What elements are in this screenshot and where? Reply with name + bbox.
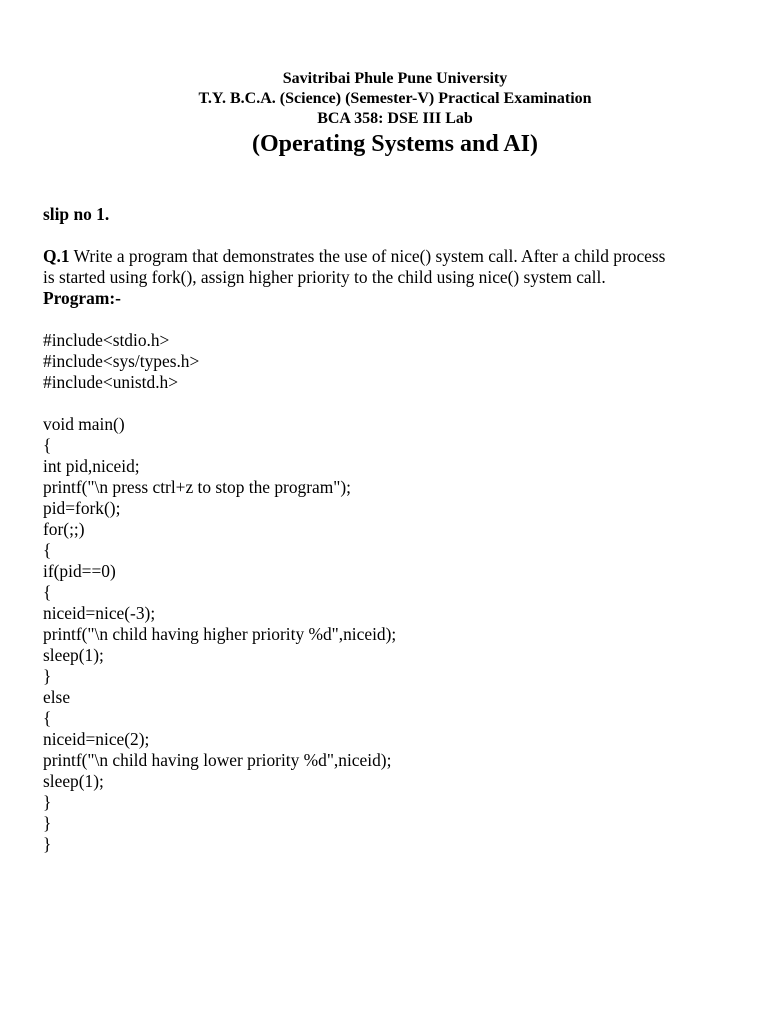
course-title: BCA 358: DSE III Lab — [317, 110, 473, 127]
question-line-1 — [43, 246, 743, 267]
code-line: pid=fork(); — [43, 498, 121, 518]
code-line: #include<unistd.h> — [43, 372, 179, 392]
code-line: printf("\n press ctrl+z to stop the program"); — [43, 477, 351, 497]
code-line: } — [43, 813, 52, 833]
code-line: niceid=nice(-3); — [43, 603, 156, 623]
subject-title: (Operating Systems and AI) — [251, 131, 539, 157]
program-label: Program:- — [43, 288, 121, 308]
code-line: } — [43, 666, 52, 686]
code-line: int pid,niceid; — [43, 456, 140, 476]
document-body — [43, 204, 743, 855]
exam-title: T.Y. B.C.A. (Science) (Semester-V) Practical Examination — [198, 90, 592, 107]
code-line: niceid=nice(2); — [43, 729, 150, 749]
code-line: if(pid==0) — [43, 561, 116, 581]
code-line: sleep(1); — [43, 771, 104, 791]
question-number: Q.1 — [43, 246, 70, 266]
code-block — [43, 309, 743, 855]
question-text-line-1: Write a program that demonstrates the use of nice() system call. After a child process — [69, 246, 666, 266]
code-line: } — [43, 792, 52, 812]
code-line: { — [43, 435, 52, 455]
question-text-line-2: is started using fork(), assign higher priority to the child using nice() system call. — [43, 267, 606, 287]
code-line: #include<sys/types.h> — [43, 351, 200, 371]
code-line: void main() — [43, 414, 125, 434]
spacer — [43, 225, 743, 246]
code-line: { — [43, 708, 52, 728]
code-line: printf("\n child having higher priority %d",niceid); — [43, 624, 397, 644]
code-line: else — [43, 687, 71, 707]
code-line: printf("\n child having lower priority %d",niceid); — [43, 750, 392, 770]
slip-number: slip no 1. — [43, 204, 110, 224]
code-line: #include<stdio.h> — [43, 330, 170, 350]
code-line: sleep(1); — [43, 645, 104, 665]
code-line: { — [43, 540, 52, 560]
code-line — [43, 393, 743, 414]
question-block — [43, 246, 743, 288]
code-line: } — [43, 834, 52, 854]
document-header — [0, 69, 768, 159]
university-name: Savitribai Phule Pune University — [282, 70, 508, 87]
code-line: for(;;) — [43, 519, 85, 539]
code-line: { — [43, 582, 52, 602]
code-line — [43, 309, 743, 330]
